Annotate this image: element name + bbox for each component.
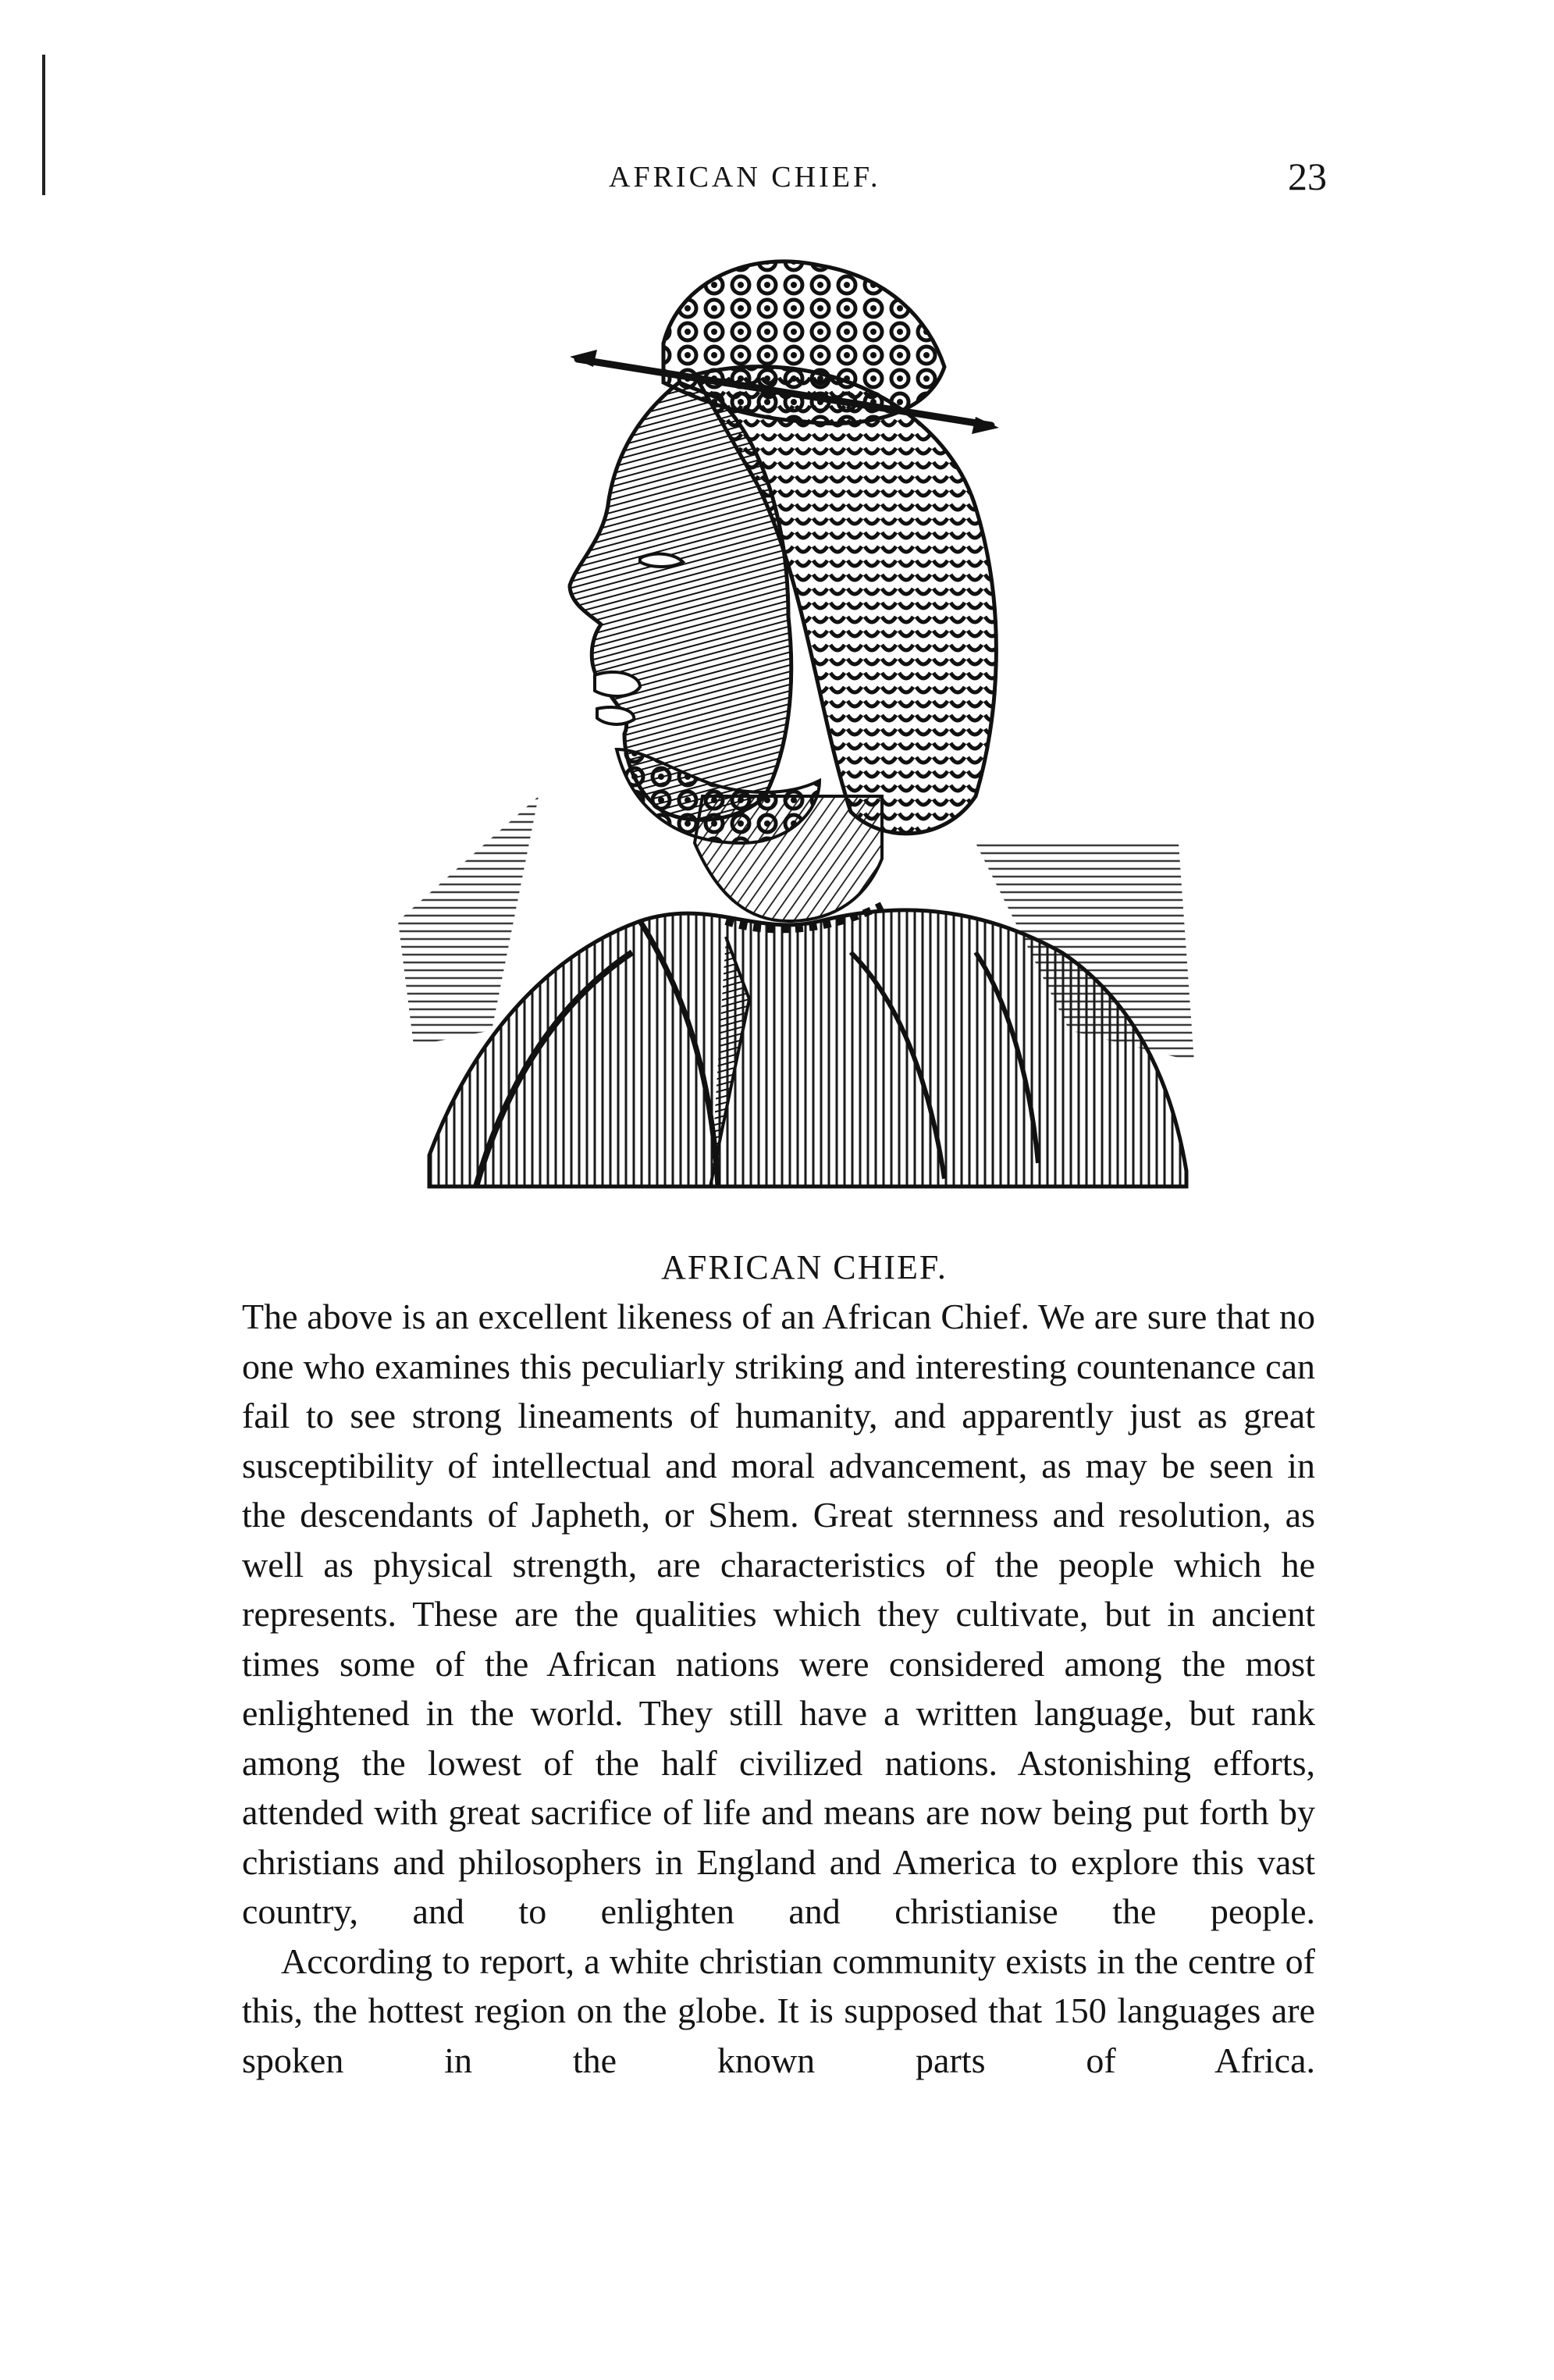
body-text xyxy=(242,1292,1315,2085)
running-head xyxy=(234,155,1327,207)
engraved-portrait-african-chief-icon xyxy=(382,250,1202,1218)
running-title: AFRICAN CHIEF. xyxy=(609,161,881,194)
scan-edge-mark xyxy=(42,55,45,195)
page-number: 23 xyxy=(1288,155,1327,198)
figure-caption: AFRICAN CHIEF. xyxy=(661,1248,948,1286)
portrait-engraving xyxy=(382,250,1202,1218)
paragraph: The above is an excellent likeness of an African Chief. We are sure that no one who examines this peculiarly striking and interesting countenance can fail to see strong lineaments of humanity, and apparently just as great susceptibility of intellectual and moral advancement, as may be seen in the descendants of Japheth, or Shem. Great sternness and resolution, as well as physical strength, are characteristics of the people which he represents. These are the qualities which they cultivate, but in ancient times some of the African nations were considered among the most enlightened in the world. They still have a written language, but rank among the lowest of the half civilized nations. Astonishing efforts, attended with great sacrifice of life and means are now being put forth by christians and philosophers in England and America to explore this vast country, and to enlighten and christianise the people. xyxy=(242,1297,1315,1931)
paragraph: According to report, a white christian community exists in the centre of this, the hottest region on the globe. It is supposed that 150 languages are spoken in the known parts of Africa. xyxy=(242,1941,1315,2080)
